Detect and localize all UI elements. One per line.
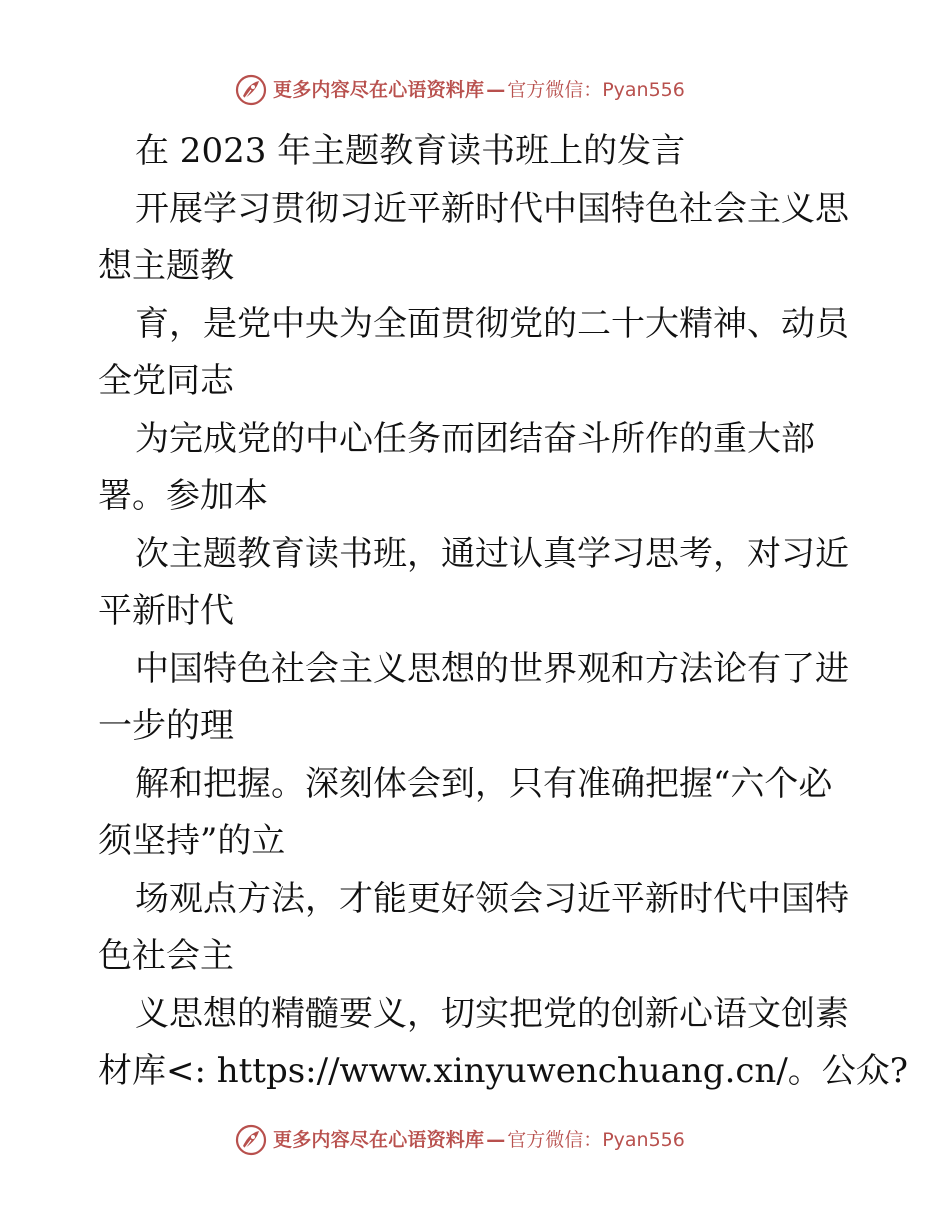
watermark-separator: — (486, 1128, 506, 1151)
header-watermark (235, 73, 755, 107)
watermark-separator: — (486, 78, 506, 101)
text-line: 开展学习贯彻习近平新时代中国特色社会主义思 (135, 188, 849, 229)
text-line: 育，是党中央为全面贯彻党的二十大精神、动员 (135, 303, 849, 344)
text-line: 中国特色社会主义思想的世界观和方法论有了进 (135, 648, 849, 689)
text-line: 材库<: https://www.xinyuwenchuang.cn/。公众? (98, 1051, 909, 1091)
text-line: 为完成党的中心任务而团结奋斗所作的重大部 (135, 418, 815, 459)
footer-watermark (235, 1123, 755, 1157)
text-line: 全党同志 (98, 361, 234, 401)
document-title: 在 2023 年主题教育读书班上的发言 (135, 131, 686, 171)
text-line: 场观点方法，才能更好领会习近平新时代中国特 (135, 878, 849, 919)
text-line: 色社会主 (98, 936, 234, 976)
text-line: 一步的理 (98, 706, 234, 746)
pen-nib-circle-icon (235, 1124, 267, 1156)
document-body (98, 123, 909, 1101)
watermark-text: 更多内容尽在心语资料库 (273, 1128, 485, 1151)
watermark-contact: 官方微信：Pyan556 (507, 1128, 685, 1151)
text-line: 想主题教 (98, 246, 234, 286)
watermark-text: 更多内容尽在心语资料库 (273, 78, 485, 101)
text-line: 义思想的精髓要义，切实把党的创新心语文创素 (135, 993, 849, 1034)
text-line: 署。参加本 (98, 476, 268, 516)
text-line: 须坚持”的立 (98, 821, 286, 861)
pen-nib-circle-icon (235, 74, 267, 106)
text-line: 次主题教育读书班，通过认真学习思考，对习近 (135, 533, 849, 574)
text-line: 解和把握。深刻体会到，只有准确把握“六个必 (135, 763, 833, 804)
text-line: 平新时代 (98, 591, 234, 631)
watermark-contact: 官方微信：Pyan556 (507, 78, 685, 101)
